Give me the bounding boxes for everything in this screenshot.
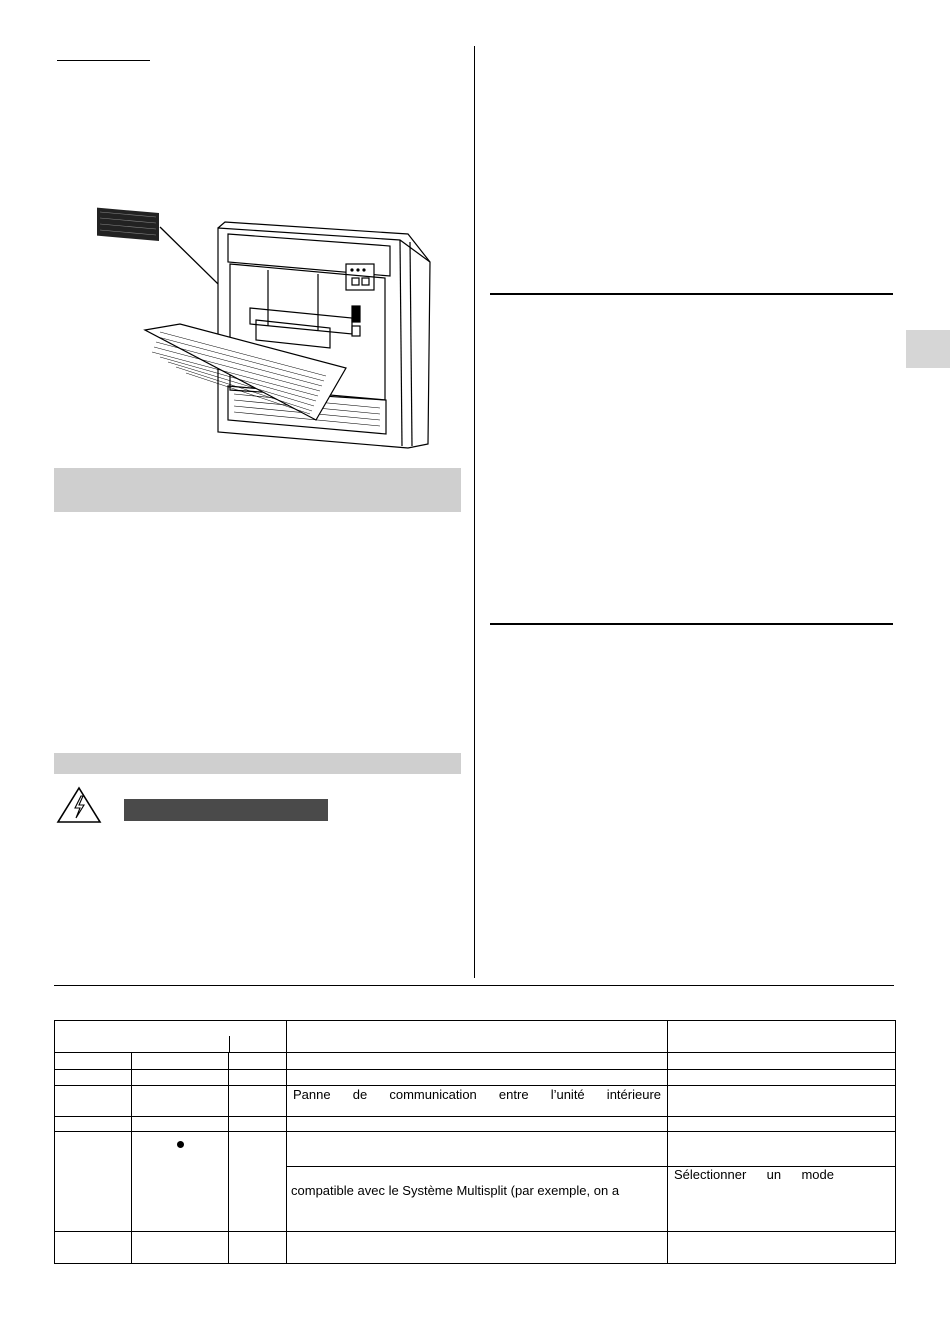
cause-text-communication-fault: Panne de communication entre l’unité intérieure (293, 1086, 662, 1102)
indoor-unit-body (218, 222, 430, 448)
table-row (55, 1231, 896, 1263)
section-heading-bar (54, 468, 461, 512)
header-cell-cause (287, 1021, 668, 1053)
warning-label-bar (124, 799, 328, 821)
table-header-row (55, 1021, 896, 1053)
table-row (55, 1117, 896, 1132)
table-row (55, 1132, 896, 1166)
header-underline (57, 60, 150, 61)
troubleshooting-table (54, 1020, 896, 1264)
header-cell-remedy (668, 1021, 896, 1053)
table-row (55, 1069, 896, 1085)
filter-mesh-sample (97, 208, 159, 241)
subsection-heading-bar (54, 753, 461, 774)
cause-text-multisplit: compatible avec le Système Multisplit (par exemple, on a (291, 1182, 620, 1198)
column-divider (474, 46, 475, 978)
right-section-rule-2 (490, 623, 893, 625)
bottom-section-rule (54, 985, 894, 986)
right-section-rule-1 (490, 293, 893, 295)
table-row (55, 1085, 896, 1116)
table-row (55, 1053, 896, 1069)
header-cell-indicators (55, 1021, 287, 1053)
side-language-tab (906, 330, 950, 368)
unit-filter-illustration (90, 200, 440, 460)
high-voltage-warning-icon (56, 786, 102, 824)
remedy-text-select-mode: Sélectionner un mode (674, 1166, 835, 1182)
indicator-lit-dot-icon (177, 1141, 184, 1148)
